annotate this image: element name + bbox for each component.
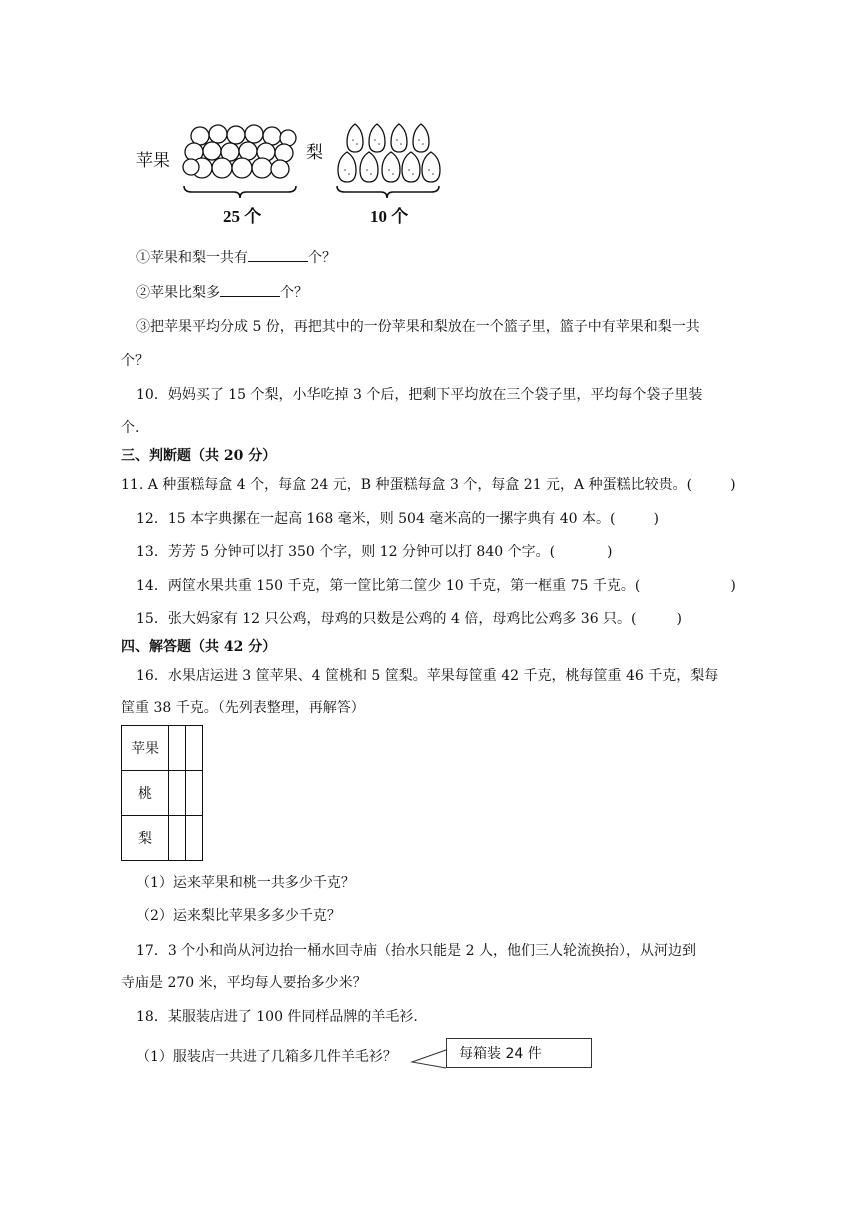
paren-close: ) [607, 544, 613, 560]
paren-close: ) [730, 578, 736, 594]
pear-label: 梨 [306, 143, 323, 163]
q10-line2: 个. [121, 420, 140, 436]
q9-sub2 [136, 282, 308, 302]
table-row [122, 726, 203, 771]
q9-sub1-text: ①苹果和梨一共有 [136, 250, 248, 266]
q14 [136, 575, 736, 595]
q9-sub1 [136, 247, 336, 267]
q11-text: 11. A 种蛋糕每盒 4 个，每盒 24 元，B 种蛋糕每盒 3 个，每盒 21 元，A 种蛋糕比较贵。( [121, 477, 693, 493]
pear-count: 10 个 [370, 207, 409, 226]
q13 [136, 541, 613, 561]
q9-sub3: ③把苹果平均分成 5 份，再把其中的一份苹果和梨放在一个篮子里，篮子中有苹果和梨一共 [136, 319, 700, 335]
table-empty-cell[interactable] [169, 816, 186, 861]
q9-sub2-text: ②苹果比梨多 [136, 285, 220, 301]
apple-count: 25 个 [223, 207, 262, 226]
q17-line1: 17．3 个小和尚从河边抬一桶水回寺庙（抬水只能是 2 人，他们三人轮流换抬），从河边到 [136, 943, 696, 959]
q16-line1: 16．水果店运进 3 筐苹果、4 筐桃和 5 筐梨。苹果每筐重 42 千克，桃每筐重 46 千克，梨每 [136, 668, 719, 684]
table-empty-cell[interactable] [169, 771, 186, 816]
table-row [122, 771, 203, 816]
q17-line2: 寺庙是 270 米，平均每人要抬多少米？ [121, 975, 367, 991]
q16-sub1: （1）运来苹果和桃一共多少千克？ [136, 875, 355, 891]
q9-sub1-suffix: 个？ [308, 250, 336, 266]
table-row [122, 816, 203, 861]
table-empty-cell[interactable] [169, 726, 186, 771]
q12-text: 12．15 本字典摞在一起高 168 毫米，则 504 毫米高的一摞字典有 40 本。( [136, 511, 616, 527]
q9-sub3-cont: 个？ [121, 353, 149, 369]
q10-line1: 10．妈妈买了 15 个梨，小华吃掉 3 个后，把剩下平均放在三个袋子里，平均每个袋子里装 [136, 387, 703, 403]
q18-sub1: （1）服装店一共进了几箱多几件羊毛衫？ [136, 1049, 397, 1065]
section3-heading: 三、判断题（共 20 分） [121, 448, 277, 464]
paren-close: ) [653, 511, 659, 527]
paren-close: ) [676, 611, 682, 627]
apple-label: 苹果 [136, 151, 170, 171]
fruit-table [121, 725, 203, 861]
q12 [136, 508, 659, 528]
q16-sub2: （2）运来梨比苹果多多少千克？ [136, 908, 341, 924]
callout-pointer [408, 1044, 450, 1074]
q18-line1: 18．某服装店进了 100 件同样品牌的羊毛衫. [136, 1009, 418, 1025]
table-cell-pear: 梨 [122, 816, 169, 861]
apples-illustration [180, 122, 300, 200]
q11 [121, 474, 736, 494]
q15 [136, 608, 682, 628]
q9-sub2-suffix: 个？ [280, 285, 308, 301]
q15-text: 15．张大妈家有 12 只公鸡，母鸡的只数是公鸡的 4 倍，母鸡比公鸡多 36 只。( [136, 611, 637, 627]
section4-heading: 四、解答题（共 42 分） [121, 639, 277, 655]
table-cell-apple: 苹果 [122, 726, 169, 771]
pears-illustration [333, 118, 445, 200]
q16-line2: 筐重 38 千克。（先列表整理，再解答） [121, 700, 365, 716]
answer-blank[interactable] [220, 284, 280, 297]
table-empty-cell[interactable] [186, 726, 203, 771]
callout-box: 每箱装 24 件 [446, 1038, 592, 1068]
table-empty-cell[interactable] [186, 816, 203, 861]
table-cell-peach: 桃 [122, 771, 169, 816]
answer-blank[interactable] [248, 249, 308, 262]
q13-text: 13．芳芳 5 分钟可以打 350 个字，则 12 分钟可以打 840 个字。( [136, 544, 556, 560]
paren-close: ) [730, 477, 736, 493]
q14-text: 14．两筐水果共重 150 千克，第一筐比第二筐少 10 千克，第一框重 75 千克。( [136, 578, 641, 594]
table-empty-cell[interactable] [186, 771, 203, 816]
